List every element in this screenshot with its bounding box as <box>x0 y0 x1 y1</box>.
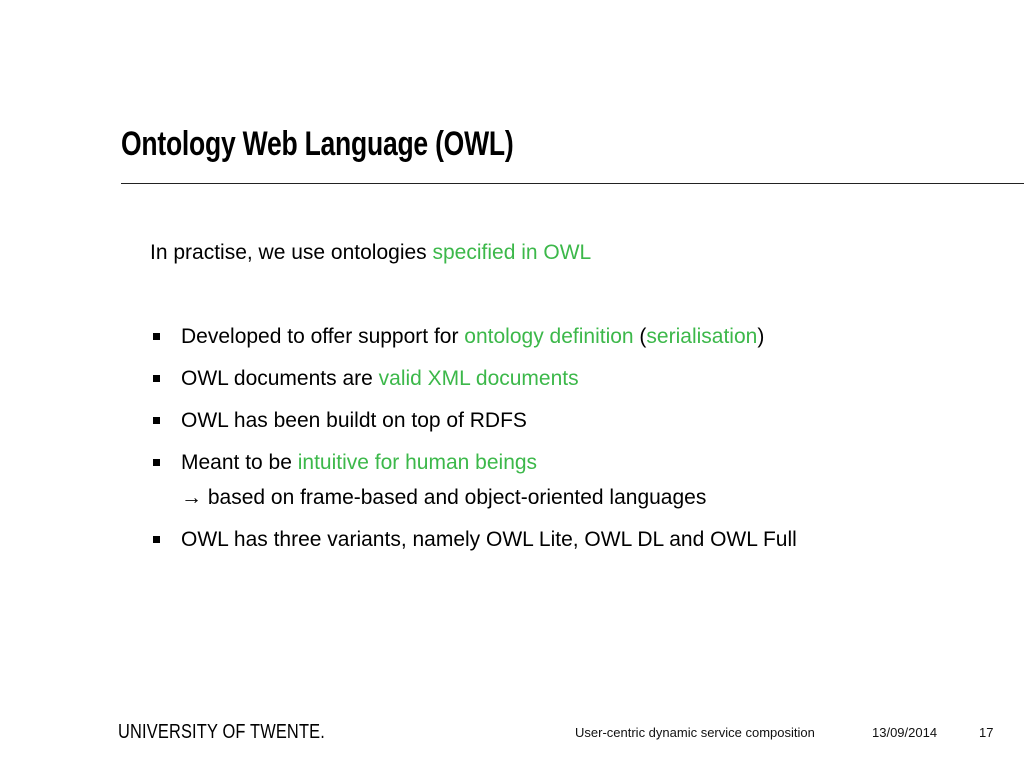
footer-presentation-title: User-centric dynamic service composition <box>575 725 815 740</box>
bullet-text-part: ) <box>757 325 765 348</box>
square-bullet-icon <box>153 417 160 424</box>
bullet-text-part: Meant to be <box>181 451 298 474</box>
square-bullet-icon <box>153 333 160 340</box>
title-divider <box>121 183 1024 184</box>
bullet-highlight: intuitive for human beings <box>297 451 538 474</box>
bullet-text <box>181 450 537 476</box>
bullet-highlight: valid XML documents <box>378 367 579 390</box>
bullet-text: OWL has three variants, namely OWL Lite, OWL DL and OWL Full <box>181 528 797 551</box>
bullet-subline: → based on frame-based and object-oriented languages <box>181 486 707 509</box>
bullet-highlight: ontology definition <box>464 325 634 348</box>
square-bullet-icon <box>153 536 160 543</box>
bullet-text-part: OWL documents are <box>181 367 379 390</box>
intro-text <box>150 240 591 266</box>
bullet-text: OWL has been buildt on top of RDFS <box>181 409 527 432</box>
square-bullet-icon <box>153 375 160 382</box>
intro-prefix: In practise, we use ontologies <box>150 241 433 264</box>
square-bullet-icon <box>153 459 160 466</box>
university-logo: UNIVERSITY OF TWENTE. <box>118 721 325 743</box>
intro-highlight: specified in OWL <box>432 241 592 264</box>
bullet-text <box>181 366 579 392</box>
bullet-text <box>181 324 764 350</box>
bullet-text-part: Developed to offer support for <box>181 325 465 348</box>
footer-date: 13/09/2014 <box>872 725 938 740</box>
page-number: 17 <box>979 725 994 740</box>
slide-title: Ontology Web Language (OWL) <box>121 125 514 163</box>
bullet-highlight: serialisation <box>646 325 758 348</box>
bullet-text-part: ( <box>633 325 647 348</box>
